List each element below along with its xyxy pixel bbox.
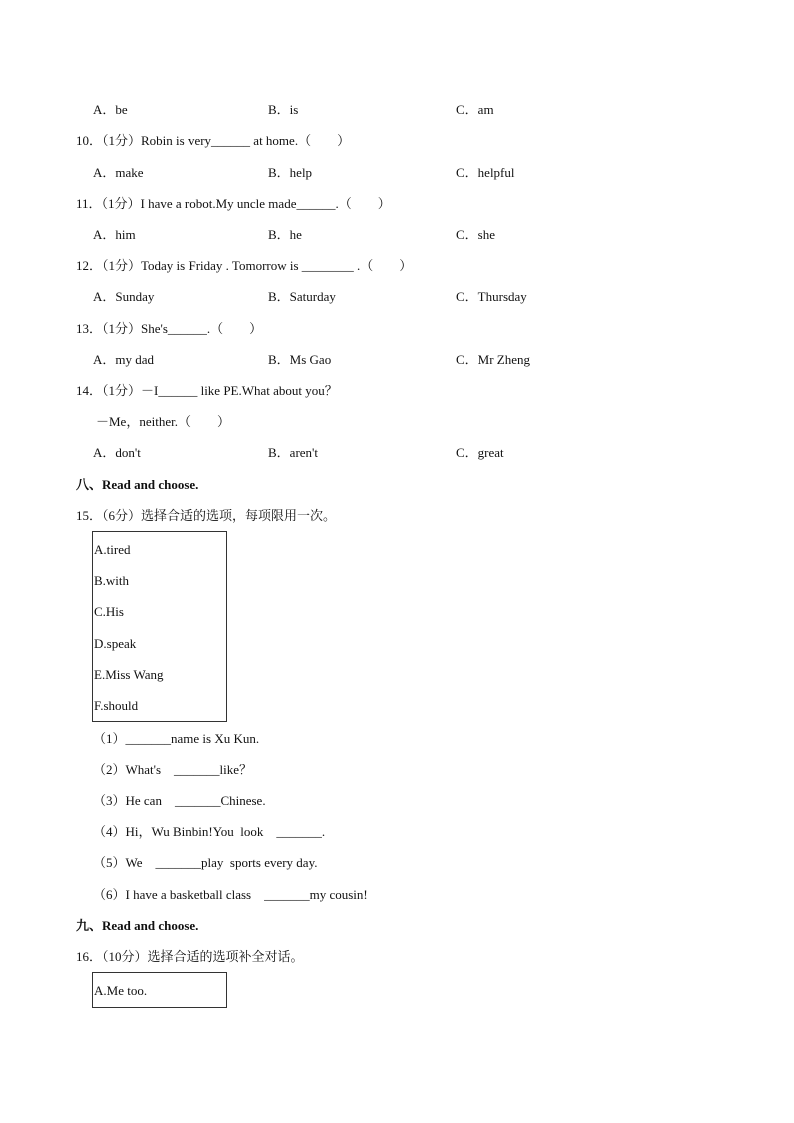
q10-stem: 10．（1分）Robin is very______ at home.（ ） (76, 133, 351, 148)
q10-option-c: C．helpful (456, 165, 515, 180)
q15-blank-6: （6）I have a basketball class _______my cousin! (93, 887, 368, 902)
q15-choice-c: C.His (94, 604, 124, 619)
q9-option-b: B．is (268, 102, 299, 117)
q15-choice-f: F.should (94, 698, 139, 713)
q14-stem: 14．（1分）－I______ like PE.What about you？ (76, 383, 338, 398)
q15-blank-3: （3）He can _______Chinese. (93, 793, 266, 808)
q16-choice-box (92, 972, 227, 1008)
q10-option-b: B．help (268, 165, 313, 180)
q15-blank-2: （2）What's _______like？ (93, 762, 253, 777)
q13-option-c: C．Mr Zheng (456, 352, 531, 367)
q13-option-b: B．Ms Gao (268, 352, 332, 367)
q16-stem: 16．（10分）选择合适的选项补全对话。 (76, 949, 304, 964)
q15-choice-box (92, 531, 227, 722)
q11-option-b: B．he (268, 227, 302, 242)
section-8-title: 八、Read and choose. (76, 477, 199, 492)
q15-choice-d: D.speak (94, 636, 137, 651)
q11-stem: 11．（1分）I have a robot.My uncle made______.（ ） (76, 196, 391, 211)
q13-option-a: A．my dad (93, 352, 155, 367)
q15-choice-a: A.tired (94, 542, 131, 557)
q15-choice-b: B.with (94, 573, 130, 588)
q9-option-c: C．am (456, 102, 494, 117)
q14-option-b: B．aren't (268, 445, 318, 460)
q14-option-c: C．great (456, 445, 504, 460)
q9-option-a: A．be (93, 102, 128, 117)
q11-option-a: A．him (93, 227, 136, 242)
section-9-title: 九、Read and choose. (76, 918, 199, 933)
q12-option-a: A．Sunday (93, 289, 155, 304)
q12-stem: 12．（1分）Today is Friday . Tomorrow is ________ .（ ） (76, 258, 413, 273)
q14-stem-reply: －Me，neither.（ ） (96, 414, 230, 429)
q11-option-c: C．she (456, 227, 496, 242)
q12-option-b: B．Saturday (268, 289, 336, 304)
q16-choice-a: A.Me too. (94, 983, 148, 998)
q15-stem: 15．（6分）选择合适的选项，每项限用一次。 (76, 508, 337, 523)
q15-blank-5: （5）We _______play sports every day. (93, 855, 318, 870)
q10-option-a: A．make (93, 165, 144, 180)
q13-stem: 13．（1分）She's______.（ ） (76, 321, 263, 336)
q15-blank-1: （1）_______name is Xu Kun. (93, 731, 260, 746)
q15-choice-e: E.Miss Wang (94, 667, 164, 682)
q14-option-a: A．don't (93, 445, 141, 460)
q12-option-c: C．Thursday (456, 289, 527, 304)
q15-blank-4: （4）Hi，Wu Binbin!You look _______. (93, 824, 326, 839)
